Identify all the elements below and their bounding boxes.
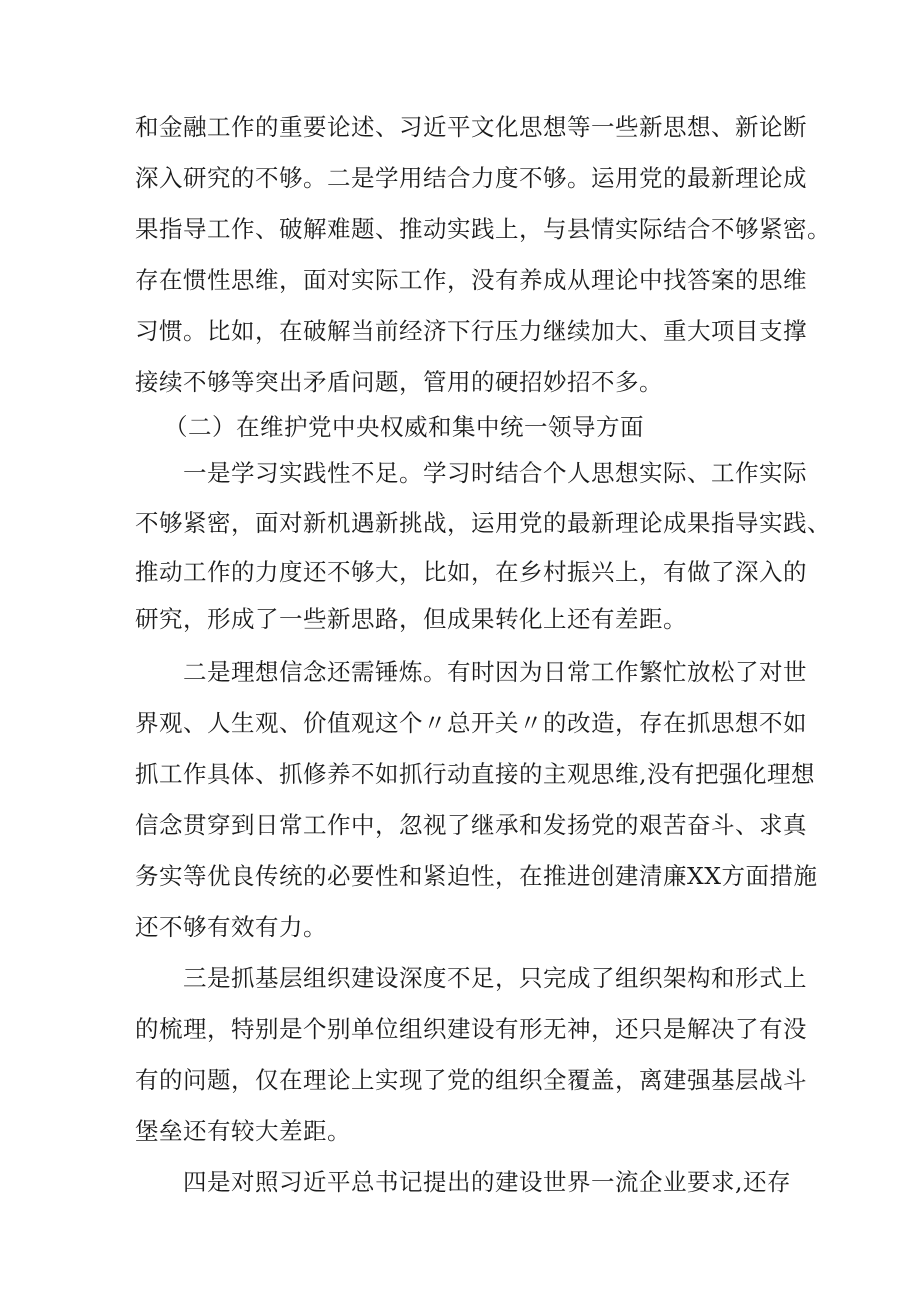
text-line: 务实等优良传统的必要性和紧迫性，在推进创建清廉XX方面措施 [135, 862, 818, 890]
text-line: 四是对照习近平总书记提出的建设世界一流企业要求,还存 [183, 1168, 791, 1196]
text-line: 接续不够等突出矛盾问题，管用的硬招妙招不多。 [135, 368, 663, 396]
text-line: 堡垒还有较大差距。 [135, 1117, 351, 1145]
text-line: 界观、人生观、价值观这个〃总开关〃的改造，存在抓思想不如 [135, 709, 807, 737]
text-line: 一是学习实践性不足。学习时结合个人思想实际、工作实际 [183, 459, 807, 487]
text-line: 深入研究的不够。二是学用结合力度不够。运用党的最新理论成 [135, 164, 807, 192]
section-heading: （二）在维护党中央权威和集中统一领导方面 [164, 413, 644, 441]
text-line: 三是抓基层组织建设深度不足，只完成了组织架构和形式上 [183, 964, 807, 992]
text-line: 的梳理，特别是个别单位组织建设有形无神，还只是解决了有没 [135, 1015, 807, 1043]
text-line: 存在惯性思维，面对实际工作，没有养成从理论中找答案的思维 [135, 266, 807, 294]
text-line: 不够紧密，面对新机遇新挑战，运用党的最新理论成果指导实践、 [135, 509, 831, 537]
text-line: 研究，形成了一些新思路，但成果转化上还有差距。 [135, 605, 687, 633]
text-line: 果指导工作、破解难题、推动实践上，与县情实际结合不够紧密。 [135, 215, 831, 243]
text-line: 信念贯穿到日常工作中，忽视了继承和发扬党的艰苦奋斗、求真 [135, 811, 807, 839]
text-line: 和金融工作的重要论述、习近平文化思想等一些新思想、新论断 [135, 113, 807, 141]
text-line: 还不够有效有力。 [135, 913, 327, 941]
text-line: 习惯。比如，在破解当前经济下行压力继续加大、重大项目支撑 [135, 317, 807, 345]
text-line: 二是理想信念还需锤炼。有时因为日常工作繁忙放松了对世 [183, 658, 807, 686]
text-line: 推动工作的力度还不够大，比如，在乡村振兴上，有做了深入的 [135, 558, 807, 586]
text-line: 抓工作具体、抓修养不如抓行动直接的主观思维,没有把强化理想 [135, 760, 815, 788]
text-line: 有的问题，仅在理论上实现了党的组织全覆盖，离建强基层战斗 [135, 1066, 807, 1094]
